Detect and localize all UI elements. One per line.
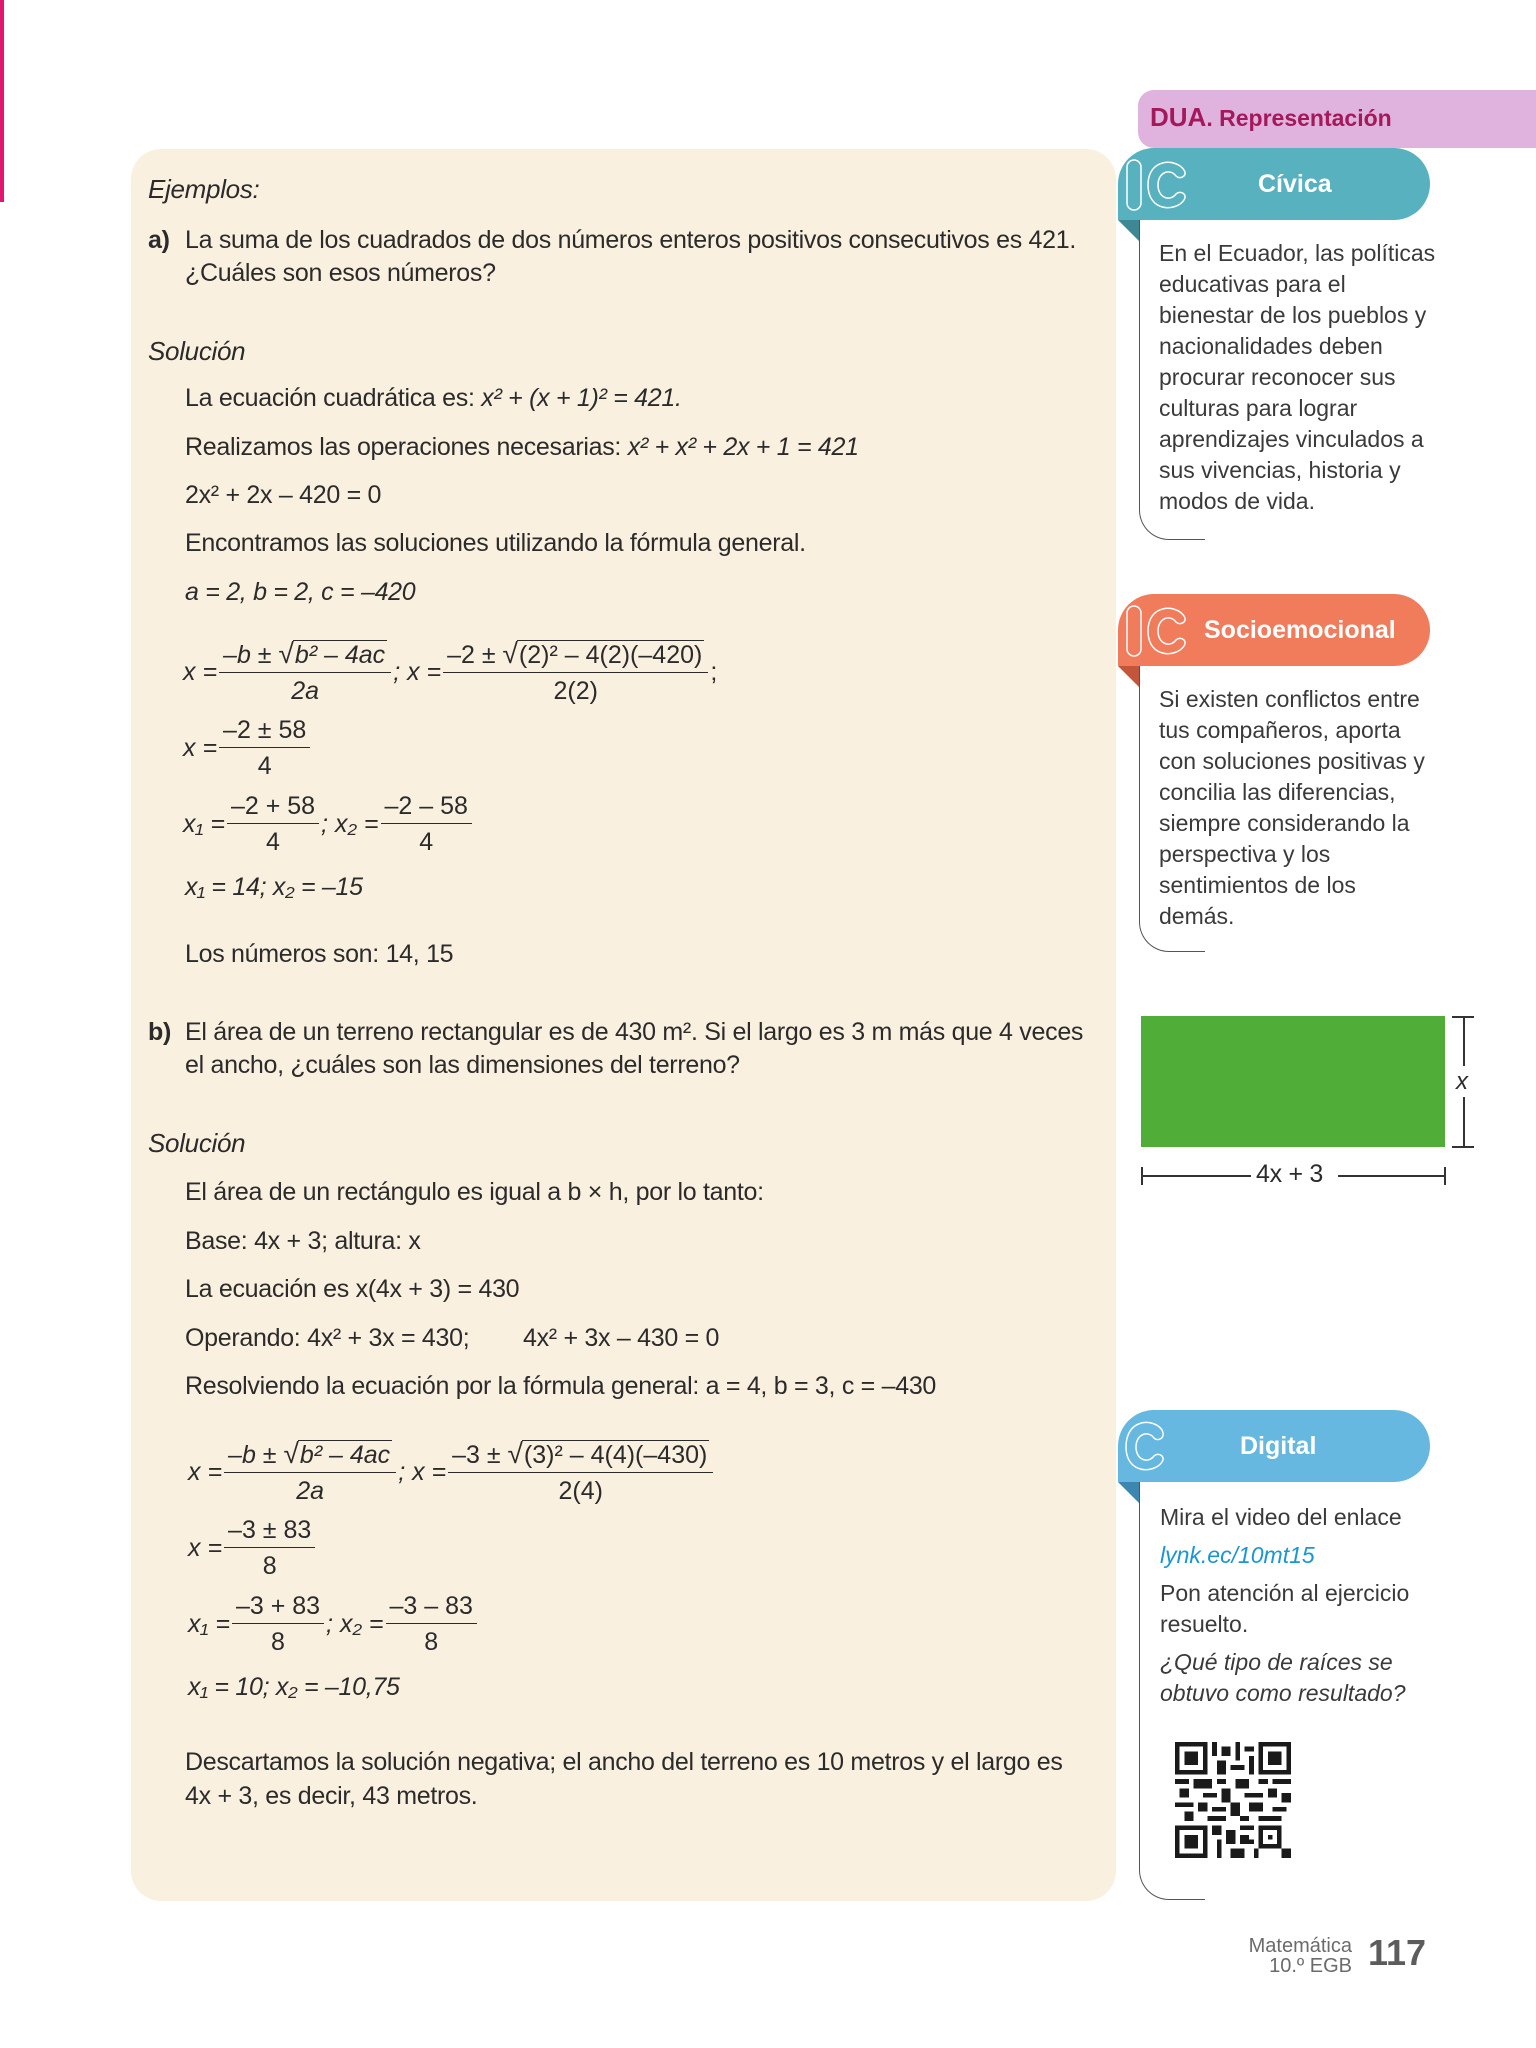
example-b-marker: b) [148, 1018, 171, 1046]
general-formula-fraction: $\frac{\text{–b ± √b² – 4ac}}{2a}$ [219, 638, 391, 706]
base-dimension-line-right [1338, 1175, 1445, 1177]
example-a-step2: Realizamos las operaciones necesarias: x² + x² + 2x + 1 = 421 [185, 433, 859, 461]
digital-question1: ¿Qué tipo de raíces se [1160, 1649, 1393, 1675]
page-number: 117 [1368, 1932, 1427, 1973]
example-a-step3: 2x² + 2x – 420 = 0 [185, 481, 382, 509]
base-tick-left [1141, 1167, 1143, 1185]
example-b-step1: El área de un rectángulo es igual a b × h, por lo tanto: [185, 1178, 764, 1206]
example-a-answer: Los números son: 14, 15 [185, 940, 454, 968]
civica-text: En el Ecuador, las políticas educativas para el bienestar de los pueblos y nacionalidades deben procurar reconocer sus culturas para lograr aprendizajes vinculados a sus vivencias, historia y modos de vida. [1159, 240, 1436, 514]
footer-grade: 10.º EGB [1269, 1955, 1352, 1977]
digital-line1: Mira el video del enlace [1160, 1504, 1402, 1530]
example-b-root-values: x₁ = 10; x₂ = –10,75 [188, 1673, 400, 1701]
example-a-marker: a) [148, 226, 170, 254]
civica-title: Cívica [1258, 169, 1332, 198]
example-b-quadratic-formula: x = $\frac{\text{–b ± √b² – 4ac}}{2a}$ ; x = $\frac{\text{–3 ± √(3)² – 4(4)(–430)}}{2(4)}$ [188, 1438, 715, 1506]
height-dimension-line-top [1463, 1016, 1465, 1066]
dua-subtitle: . Representación [1206, 105, 1392, 131]
example-b-step2: Base: 4x + 3; altura: x [185, 1227, 421, 1255]
base-dimension-line-left [1141, 1175, 1251, 1177]
example-b-question-line1: El área de un terreno rectangular es de 430 m². Si el largo es 3 m más que 4 veces [185, 1018, 1084, 1046]
civica-fold [1118, 220, 1140, 242]
digital-link[interactable]: lynk.ec/10mt15 [1160, 1542, 1315, 1568]
example-b-conclusion-line2: 4x + 3, es decir, 43 metros. [185, 1782, 478, 1810]
sqrt-symbol: √ [278, 638, 294, 669]
example-a-step1: La ecuación cuadrática es: x² + (x + 1)² = 421. [185, 384, 682, 412]
substituted-formula-fraction: $\frac{\text{–3 ± √(3)² – 4(4)(–430)}}{2(4)}$ [448, 1438, 713, 1506]
example-b-step4b: 4x² + 3x – 430 = 0 [523, 1324, 720, 1352]
civica-card-header [1118, 148, 1430, 220]
general-formula-fraction: $\frac{\text{–b ± √b² – 4ac}}{2a}$ [224, 1438, 396, 1506]
digital-fold [1118, 1482, 1140, 1504]
example-a-root-values: x₁ = 14; x₂ = –15 [185, 873, 363, 901]
socioemocional-fold [1118, 666, 1140, 688]
digital-line3: resuelto. [1160, 1611, 1249, 1637]
example-b-simplified: x = $\frac{-3 \pm 83}{8}$ [188, 1516, 317, 1581]
example-a-coefficients: a = 2, b = 2, c = –420 [185, 578, 416, 606]
example-b-roots: x₁ = $\frac{-3 + 83}{8}$ ; x₂ = $\frac{-3 - 83}{8}$ [188, 1592, 479, 1657]
digital-question2: obtuvo como resultado? [1160, 1680, 1406, 1706]
page-edge-accent [0, 0, 4, 202]
dua-label: DUA [1150, 102, 1207, 132]
digital-text [1160, 1500, 1409, 1710]
example-a-quadratic-formula: x = $\frac{\text{–b ± √b² – 4ac}}{2a}$ ; x = $\frac{\text{–2 ± √(2)² – 4(2)(–420)}}{2(2)}$ ; [183, 638, 718, 705]
height-tick-bottom [1452, 1146, 1474, 1148]
example-a-roots: x₁ = $\frac{-2 + 58}{4}$ ; x₂ = $\frac{-2 - 58}{4}$ [183, 792, 474, 857]
terrain-rectangle-figure [1141, 1016, 1445, 1147]
qr-code-icon[interactable] [1175, 1742, 1291, 1858]
example-a-simplified: x = $\frac{-2 \pm 58}{4}$ [183, 716, 312, 781]
example-a-question-line2: ¿Cuáles son esos números? [185, 259, 496, 287]
digital-title: Digital [1240, 1431, 1317, 1460]
digital-line2: Pon atención al ejercicio [1160, 1580, 1410, 1606]
base-label: 4x + 3 [1256, 1160, 1323, 1188]
ic-logo-icon [1124, 154, 1194, 214]
example-b-step3: La ecuación es x(4x + 3) = 430 [185, 1275, 520, 1303]
digital-c-icon [1120, 1416, 1180, 1476]
example-a-solution-heading: Solución [148, 336, 246, 366]
ic-logo-icon [1124, 600, 1194, 660]
example-b-conclusion-line1: Descartamos la solución negativa; el ancho del terreno es 10 metros y el largo es [185, 1748, 1063, 1776]
substituted-formula-fraction: $\frac{\text{–2 ± √(2)² – 4(2)(–420)}}{2(2)}$ [443, 638, 708, 706]
example-b-solution-heading: Solución [148, 1128, 246, 1158]
examples-heading: Ejemplos: [148, 174, 260, 204]
sqrt-symbol: √ [283, 1438, 299, 1469]
digital-card-header [1118, 1410, 1430, 1482]
example-a-question-line1: La suma de los cuadrados de dos números enteros positivos consecutivos es 421. [185, 226, 1077, 254]
example-a-step4: Encontramos las soluciones utilizando la fórmula general. [185, 529, 806, 557]
socioemocional-card-header [1118, 594, 1430, 666]
footer-subject: Matemática [1248, 1935, 1352, 1957]
height-tick-top [1452, 1016, 1474, 1018]
height-label: x [1456, 1068, 1468, 1095]
example-b-question-line2: el ancho, ¿cuáles son las dimensiones del terreno? [185, 1051, 740, 1079]
sqrt-symbol: √ [502, 638, 518, 669]
base-tick-right [1444, 1167, 1446, 1185]
socioemocional-text: Si existen conflictos entre tus compañeros, aporta con soluciones positivas y concilia las diferencias, siempre considerando la perspectiva y los sentimientos de los demás. [1159, 686, 1425, 929]
example-b-step4a: Operando: 4x² + 3x = 430; [185, 1324, 470, 1352]
example-b-step5: Resolviendo la ecuación por la fórmula general: a = 4, b = 3, c = –430 [185, 1372, 937, 1400]
height-dimension-line-bottom [1463, 1097, 1465, 1147]
sqrt-symbol: √ [507, 1438, 523, 1469]
dua-header [1138, 90, 1536, 148]
socioemocional-title: Socioemocional [1204, 615, 1396, 644]
